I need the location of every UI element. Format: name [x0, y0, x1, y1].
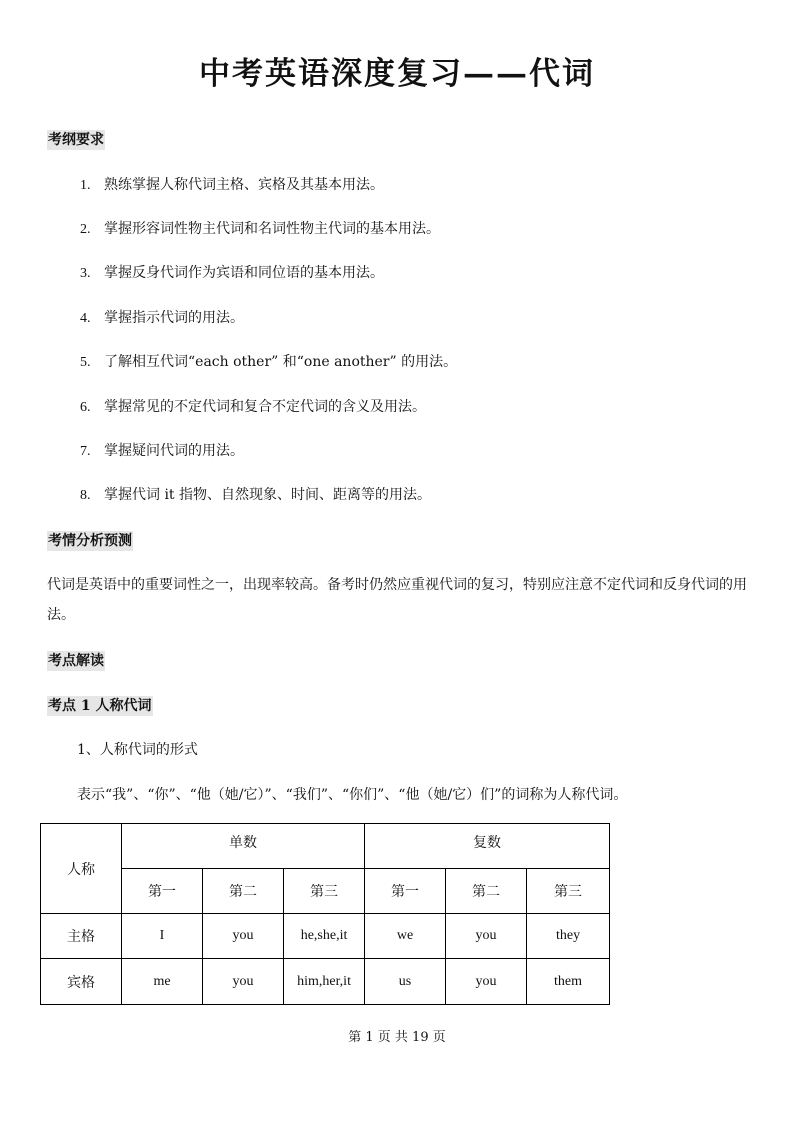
table-header-plural: 复数	[365, 824, 610, 869]
list-item-text: 掌握反身代词作为宾语和同位语的基本用法。	[104, 265, 384, 281]
table-row	[41, 959, 610, 1005]
table-header-cell: 第一	[122, 869, 203, 914]
page-title: 中考英语深度复习——代词	[199, 56, 595, 92]
table-cell: him,her,it	[284, 959, 365, 1005]
table-header-cell: 第二	[446, 869, 527, 914]
table-cell: you	[203, 959, 284, 1005]
list-item-number: 7.	[80, 444, 91, 459]
list-item-text: 熟练掌握人称代词主格、宾格及其基本用法。	[104, 177, 384, 193]
section-heading-point1: 考点 1 人称代词	[48, 698, 152, 714]
list-item	[80, 441, 244, 462]
list-item	[80, 219, 440, 240]
table-header-cell: 第二	[203, 869, 284, 914]
table-cell: you	[446, 914, 527, 959]
pronoun-table	[40, 823, 610, 1005]
table-cell: we	[365, 914, 446, 959]
table-cell: you	[203, 914, 284, 959]
subheading: 1、人称代词的形式	[77, 742, 198, 758]
table-cell: they	[527, 914, 610, 959]
table-header-cell: 第三	[527, 869, 610, 914]
list-item	[80, 263, 384, 284]
table-row	[41, 869, 610, 914]
list-item-text: 了解相互代词“each other” 和“one another” 的用法。	[104, 354, 458, 370]
list-item	[80, 397, 426, 418]
section-heading-requirements: 考纲要求	[48, 132, 104, 148]
table-row-label: 主格	[41, 914, 122, 959]
list-item-number: 4.	[80, 311, 91, 326]
list-item-text: 掌握常见的不定代词和复合不定代词的含义及用法。	[104, 399, 426, 415]
list-item-text: 掌握代词 it 指物、自然现象、时间、距离等的用法。	[104, 487, 432, 503]
list-item-number: 5.	[80, 355, 91, 370]
list-item-number: 6.	[80, 400, 91, 415]
list-item-text: 掌握指示代词的用法。	[104, 310, 244, 326]
section-heading-points: 考点解读	[48, 653, 104, 669]
table-corner-cell: 人称	[41, 824, 122, 914]
table-cell: them	[527, 959, 610, 1005]
table-row	[41, 914, 610, 959]
table-header-cell: 第三	[284, 869, 365, 914]
list-item	[80, 308, 244, 329]
list-item	[80, 175, 384, 196]
table-cell: he,she,it	[284, 914, 365, 959]
table-row	[41, 824, 610, 869]
table-cell: I	[122, 914, 203, 959]
list-item-number: 8.	[80, 488, 91, 503]
list-item-text: 掌握形容词性物主代词和名词性物主代词的基本用法。	[104, 221, 440, 237]
table-cell: me	[122, 959, 203, 1005]
table-header-singular: 单数	[122, 824, 365, 869]
list-item	[80, 485, 431, 506]
list-item-number: 2.	[80, 222, 91, 237]
list-item-text: 掌握疑问代词的用法。	[104, 443, 244, 459]
page-footer: 第 1 页 共 19 页	[348, 1030, 446, 1045]
list-item	[80, 352, 457, 373]
section-heading-analysis: 考情分析预测	[48, 533, 132, 549]
table-header-cell: 第一	[365, 869, 446, 914]
table-cell: you	[446, 959, 527, 1005]
list-item-number: 1.	[80, 178, 91, 193]
table-row-label: 宾格	[41, 959, 122, 1005]
description-text: 表示“我”、“你”、“他（她/它）”、“我们”、“你们”、“他（她/它）们”的词称为人称代词。	[77, 787, 628, 803]
table-cell: us	[365, 959, 446, 1005]
analysis-paragraph: 代词是英语中的重要词性之一，出现率较高。备考时仍然应重视代词的复习，特别应注意不定代词和反身代词的用法。	[47, 577, 747, 623]
list-item-number: 3.	[80, 266, 91, 281]
